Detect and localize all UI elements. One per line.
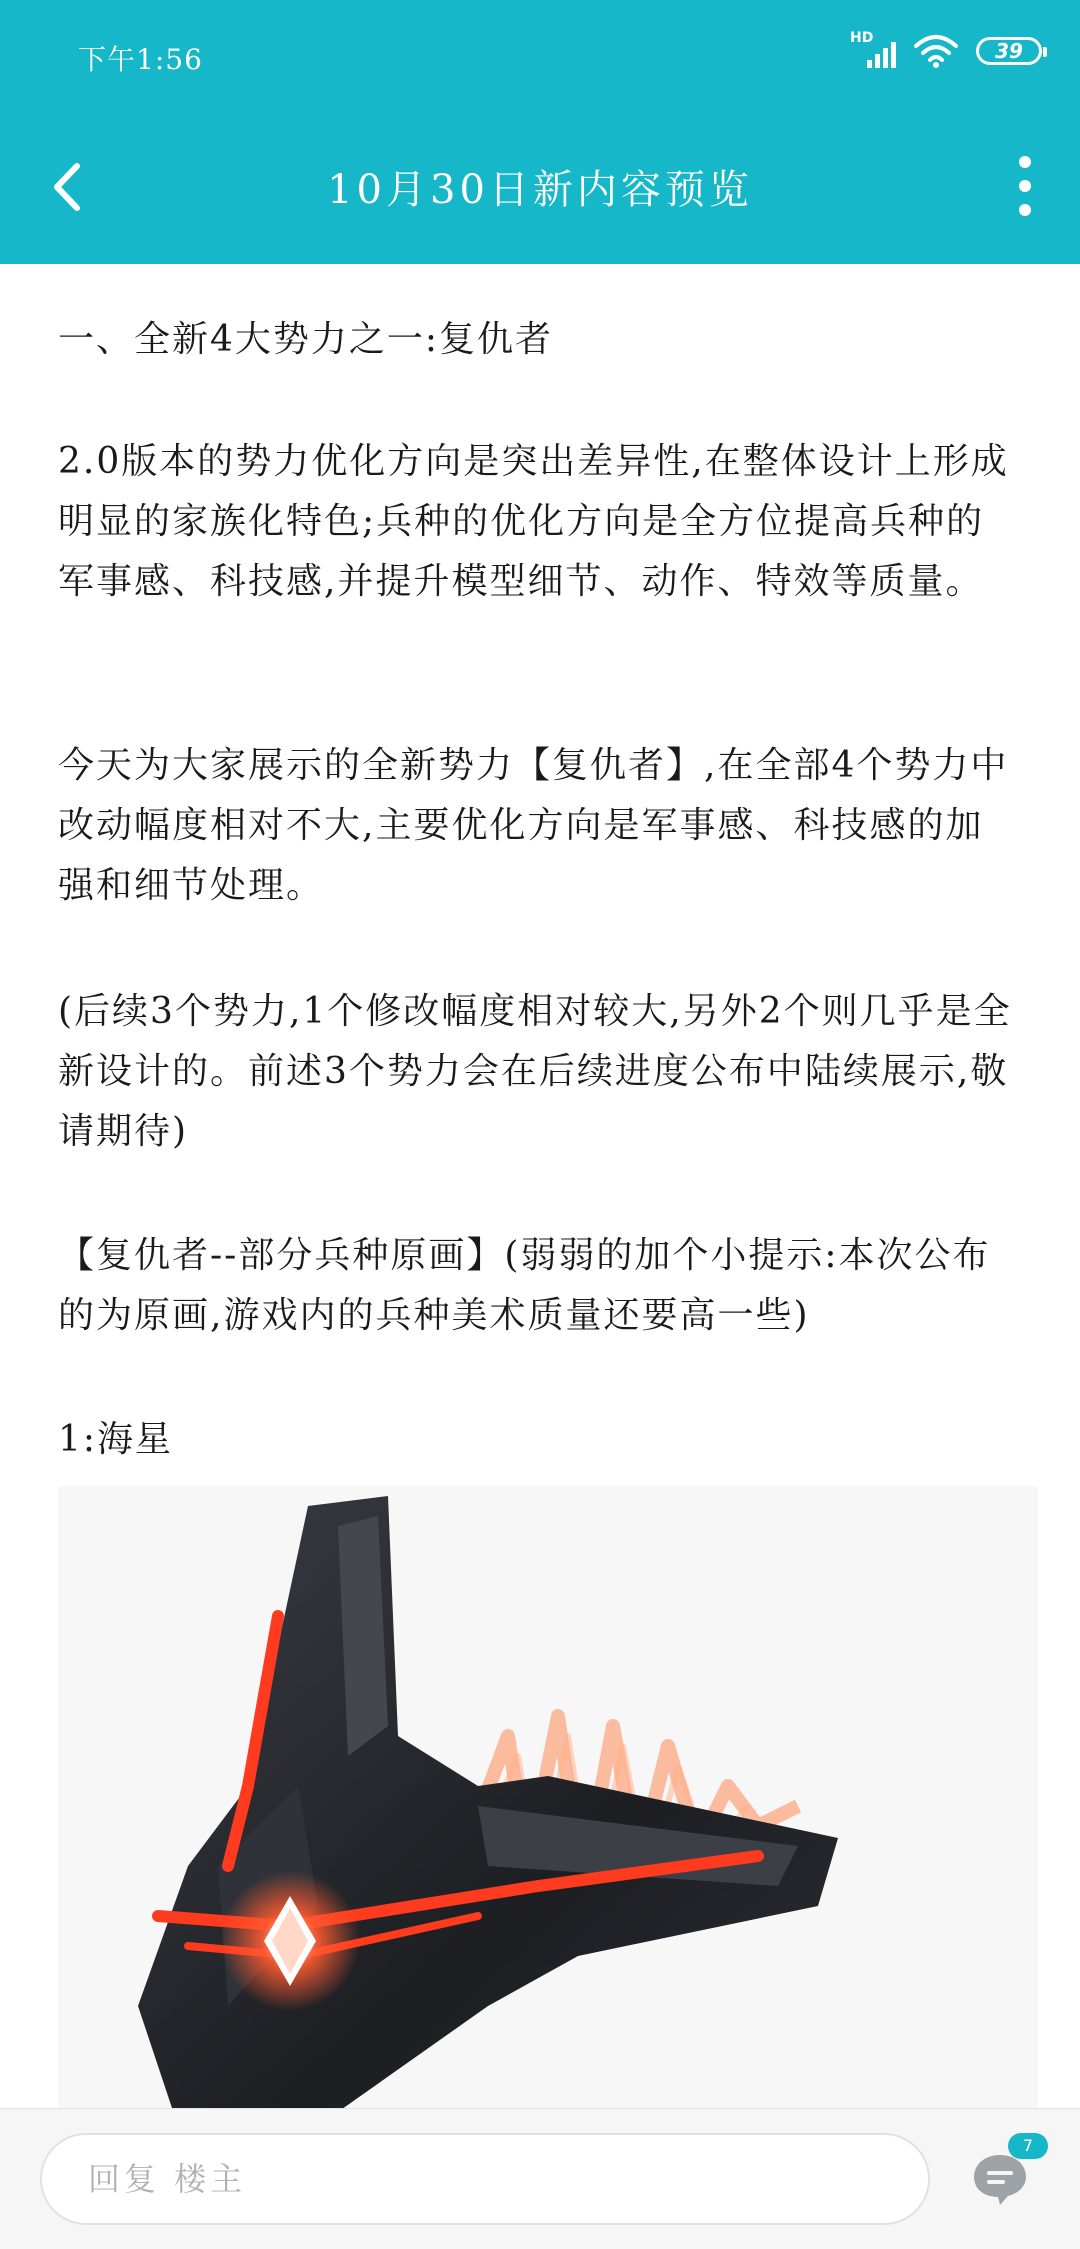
unit-artwork xyxy=(58,1486,1038,2108)
article-paragraph: 【复仇者--部分兵种原画】(弱弱的加个小提示:本次公布的为原画,游戏内的兵种美术质量还要高一些) xyxy=(58,1235,991,1336)
app-bar xyxy=(0,110,1080,264)
article-image[interactable] xyxy=(58,1486,1038,2108)
comment-count-badge: 7 xyxy=(1008,2133,1048,2159)
battery-icon xyxy=(976,37,1042,65)
comments-button[interactable] xyxy=(970,2136,1040,2219)
reply-bar xyxy=(0,2108,1080,2249)
signal-icon xyxy=(850,30,896,68)
dot-icon xyxy=(1019,204,1031,216)
page-title: 10月30日新内容预览 xyxy=(327,167,753,213)
status-bar xyxy=(0,0,1080,110)
battery-level: 39 xyxy=(995,39,1023,63)
article-paragraph: 今天为大家展示的全新势力【复仇者】,在全部4个势力中改动幅度相对不大,主要优化方向是军事感、科技感的加强和细节处理。 xyxy=(58,745,1009,906)
article-paragraph: 2.0版本的势力优化方向是突出差异性,在整体设计上形成明显的家族化特色;兵种的优化方向是全方位提高兵种的军事感、科技感,并提升模型细节、动作、特效等质量。 xyxy=(58,441,1009,602)
more-options-button[interactable] xyxy=(1010,156,1040,216)
article-content xyxy=(0,264,1080,2108)
dot-icon xyxy=(1019,156,1031,168)
article-heading: 一、全新4大势力之一:复仇者 xyxy=(58,319,554,360)
article-paragraph: (后续3个势力,1个修改幅度相对较大,另外2个则几乎是全新设计的。前述3个势力会在后续进度公布中陆续展示,敬请期待) xyxy=(58,991,1012,1152)
article-paragraph: 1:海星 xyxy=(58,1419,174,1460)
hd-label: HD xyxy=(850,30,874,46)
dot-icon xyxy=(1019,180,1031,192)
status-icons xyxy=(850,30,1042,68)
status-time: 下午1:56 xyxy=(78,43,203,76)
wifi-icon xyxy=(914,34,958,68)
reply-input[interactable] xyxy=(40,2133,930,2225)
